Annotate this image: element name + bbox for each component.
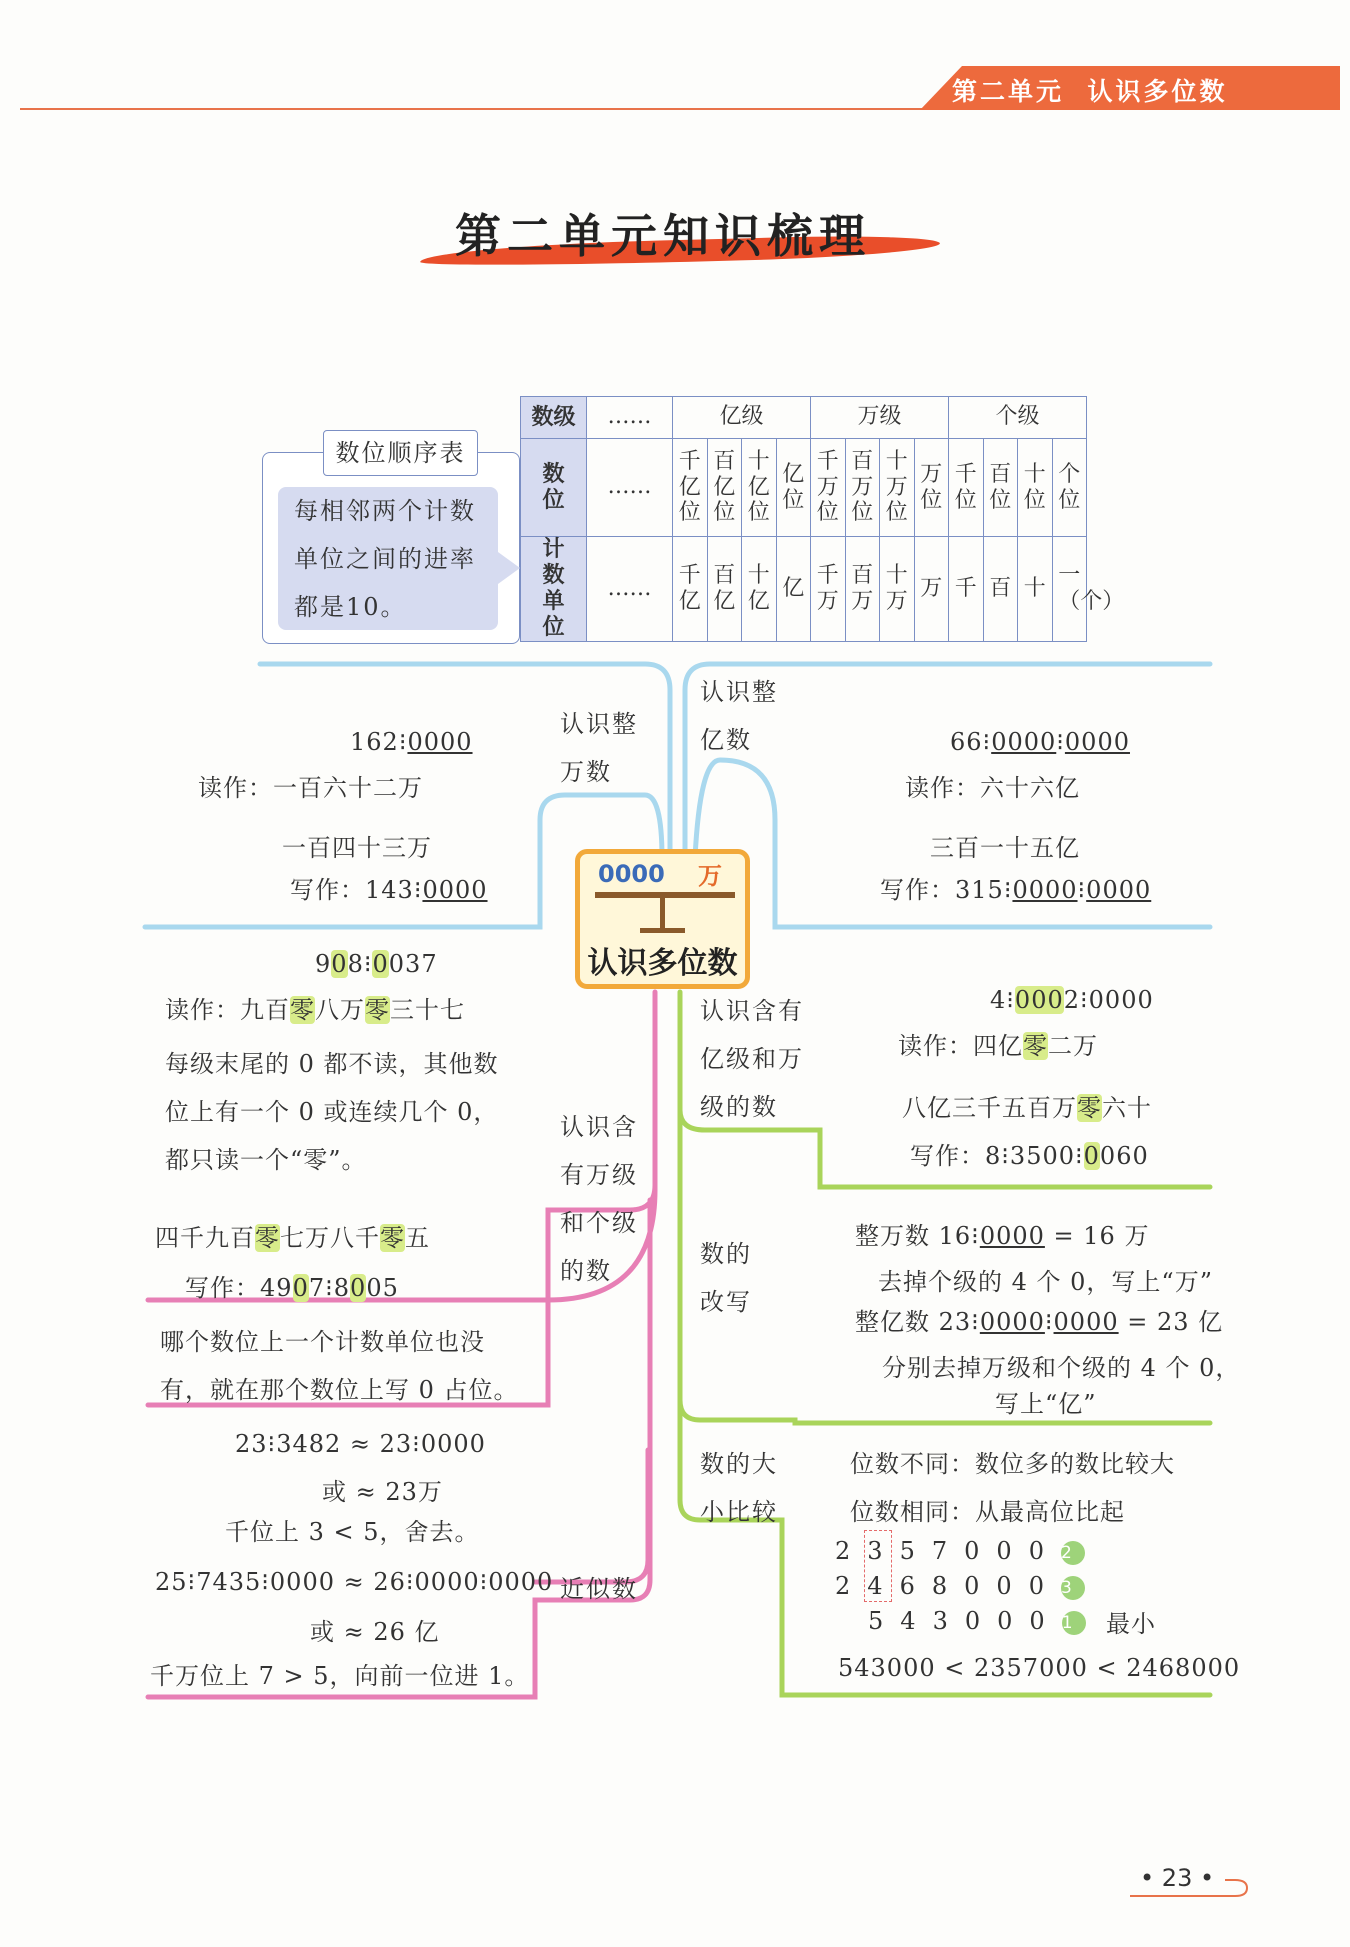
unit-cell: 千万 xyxy=(811,537,846,642)
branch-wan: 认识整 万数 xyxy=(560,710,638,786)
digit-cell: 十万位 xyxy=(880,439,915,537)
approx-b1: 25⁝7435⁝0000 ≈ 26⁝0000⁝0000 xyxy=(155,1568,554,1596)
center-title: 认识多位数 xyxy=(587,946,738,981)
wange-words: 四千九百零七万八千零五 xyxy=(155,1224,430,1252)
yiwan-write: 写作：8⁝3500⁝0060 xyxy=(910,1142,1149,1170)
level-yi: 亿级 xyxy=(673,397,811,439)
wan-words: 一百四十三万 xyxy=(282,834,432,862)
digit-cell: 千亿位 xyxy=(673,439,708,537)
digit-cell: 十位 xyxy=(1018,439,1053,537)
page-swoosh-icon xyxy=(1125,1872,1255,1902)
rewrite-line1: 整万数 16⁝0000 = 16 万 xyxy=(855,1222,1150,1250)
wange-number: 908⁝0037 xyxy=(315,950,438,978)
wange-write: 写作：4907⁝8005 xyxy=(185,1274,399,1302)
yiwan-read: 读作：四亿零二万 xyxy=(898,1032,1098,1060)
rank-badge: 2 xyxy=(1060,1542,1089,1563)
approx-a1: 23⁝3482 ≈ 23⁝0000 xyxy=(235,1430,486,1458)
approx-a3: 千位上 3 < 5，舍去。 xyxy=(225,1518,480,1546)
digit-cell: 百亿位 xyxy=(707,439,742,537)
branch-compare: 数的大 小比较 xyxy=(700,1450,778,1526)
compare-rule1: 位数不同：数位多的数比较大 xyxy=(850,1450,1175,1478)
digit-cell: 百万位 xyxy=(845,439,880,537)
unit-cell: 亿 xyxy=(776,537,811,642)
yiwan-number: 4⁝0002⁝0000 xyxy=(990,986,1154,1014)
approx-a2: 或 ≈ 23万 xyxy=(322,1478,443,1506)
unit-cell: 十万 xyxy=(880,537,915,642)
approx-b3: 千万位上 7 > 5，向前一位进 1。 xyxy=(150,1662,530,1690)
level-header: 数级 xyxy=(521,397,587,439)
digit-cell: 千位 xyxy=(949,439,984,537)
yi-read: 读作：六十六亿 xyxy=(905,774,1080,802)
wange-rule: 每级末尾的 0 都不读，其他数 位上有一个 0 或连续几个 0， 都只读一个“零”。 xyxy=(165,1050,499,1174)
digit-cell: 万位 xyxy=(914,439,949,537)
digit-cell: 十亿位 xyxy=(742,439,777,537)
branch-approx: 近似数 xyxy=(560,1575,638,1603)
compare-row: 5430001 xyxy=(868,1607,1090,1635)
unit-cell: 十 xyxy=(1018,537,1053,642)
wan-number: 162⁝0000 xyxy=(350,728,473,756)
wange-rule2: 哪个数位上一个计数单位也没 有，就在那个数位上写 0 占位。 xyxy=(160,1328,519,1404)
bubble-pointer xyxy=(498,552,520,584)
compare-rule2: 位数相同：从最高位比起 xyxy=(850,1498,1125,1526)
unit-cell: 千 xyxy=(949,537,984,642)
unit-cell: 一（个） xyxy=(1052,537,1087,642)
yi-words: 三百一十五亿 xyxy=(930,834,1080,862)
unit-cell: 千亿 xyxy=(673,537,708,642)
branch-yi: 认识整 亿数 xyxy=(700,678,778,754)
digit-cell: 个位 xyxy=(1052,439,1087,537)
rewrite-line3: 整亿数 23⁝0000⁝0000 = 23 亿 xyxy=(855,1308,1224,1336)
place-value-table: 数级 …… 亿级 万级 个级 数位 …… 千亿位 百亿位 十亿位 亿位 千万位 百万位 十万位 万位 千位 百位 十位 个位 计数单位 …… 千亿 百亿 十亿 亿 千万 百万 十万 万 千 百 十 一（个） xyxy=(520,396,1087,642)
rank-badge: 3 xyxy=(1060,1577,1089,1598)
wange-read: 读作：九百零八万零三十七 xyxy=(165,996,465,1024)
yiwan-words: 八亿三千五百万零六十 xyxy=(902,1094,1152,1122)
rank-badge: 1 xyxy=(1061,1612,1090,1633)
balance-icon xyxy=(580,854,745,934)
bubble-label: 数位顺序表 xyxy=(323,430,478,476)
unit-cell: 百万 xyxy=(845,537,880,642)
page-title: 第二单元知识梳理 xyxy=(455,209,871,263)
branch-wan-ge: 认识含 有万级 和个级 的数 xyxy=(560,1113,638,1285)
rewrite-line5: 写上“亿” xyxy=(995,1390,1097,1418)
compare-min-label: 最小 xyxy=(1106,1610,1156,1638)
wan-write: 写作：143⁝0000 xyxy=(290,876,488,904)
wan-icon: 万 xyxy=(698,862,722,890)
approx-b2: 或 ≈ 26 亿 xyxy=(310,1618,440,1646)
compare-result: 543000 < 2357000 < 2468000 xyxy=(838,1654,1241,1682)
yi-number: 66⁝0000⁝0000 xyxy=(950,728,1130,756)
compare-row: 24680003 xyxy=(835,1572,1089,1600)
yi-write: 写作：315⁝0000⁝0000 xyxy=(880,876,1152,904)
zeros-icon: 0000 xyxy=(598,860,665,888)
rewrite-line4: 分别去掉万级和个级的 4 个 0， xyxy=(882,1354,1241,1382)
digit-cell: 百位 xyxy=(983,439,1018,537)
compare-highlight-box xyxy=(864,1530,892,1602)
bubble-note: 每相邻两个计数 单位之间的进率 都是10。 xyxy=(278,487,498,630)
branch-yi-wan: 认识含有 亿级和万 级的数 xyxy=(700,997,804,1121)
unit-cell: 百 xyxy=(983,537,1018,642)
digit-header: 数位 xyxy=(521,439,587,537)
page-number: • 23 • xyxy=(1140,1864,1215,1892)
branch-rewrite: 数的 改写 xyxy=(700,1240,752,1316)
unit-cell: 十亿 xyxy=(742,537,777,642)
rewrite-line2: 去掉个级的 4 个 0，写上“万” xyxy=(878,1268,1213,1296)
unit-header: 计数单位 xyxy=(521,537,587,642)
level-wan: 万级 xyxy=(811,397,949,439)
level-ge: 个级 xyxy=(949,397,1087,439)
digit-cell: 亿位 xyxy=(776,439,811,537)
digit-cell: 千万位 xyxy=(811,439,846,537)
unit-cell: 百亿 xyxy=(707,537,742,642)
wan-read: 读作：一百六十二万 xyxy=(198,774,423,802)
unit-cell: 万 xyxy=(914,537,949,642)
compare-row: 23570002 xyxy=(835,1537,1089,1565)
header-title: 第二单元 认识多位数 xyxy=(952,77,1228,106)
